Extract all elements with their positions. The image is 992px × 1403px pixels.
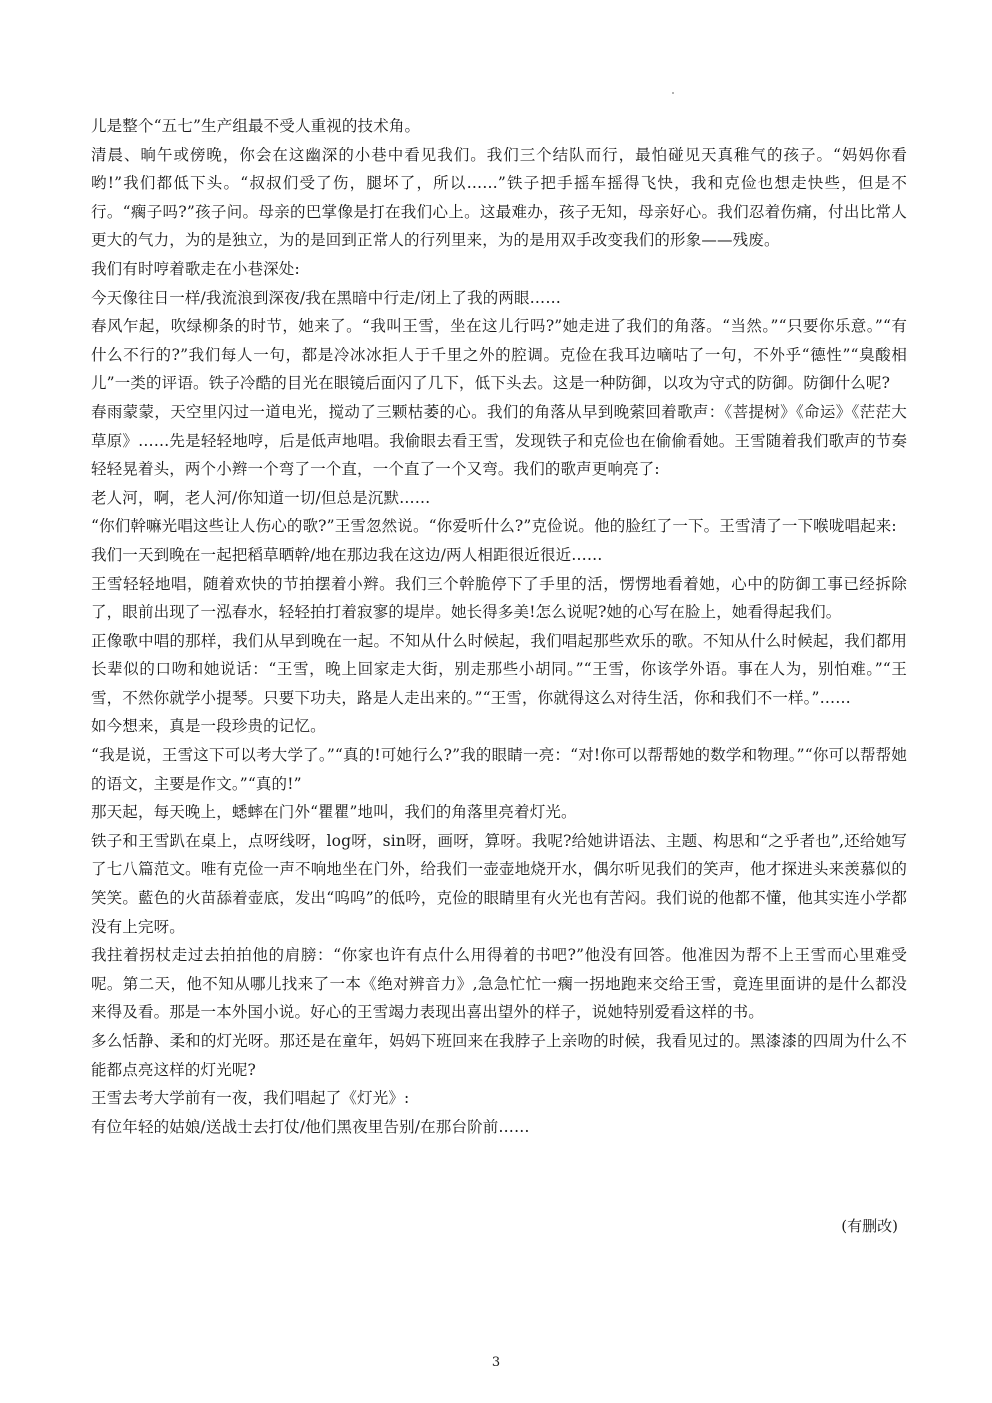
article-body bbox=[91, 112, 907, 1141]
song-lyric: 我们一天到晚在一起把稻草晒幹/地在那边我在这边/两人相距很近很近…… bbox=[91, 545, 603, 564]
paragraph: 多么恬静、柔和的灯光呀。那还是在童年，妈妈下班回来在我脖子上亲吻的时候，我看见过的。黑漆漆的四周为什么不能都点亮这样的灯光呢? bbox=[91, 1032, 907, 1079]
scan-speck bbox=[672, 92, 674, 94]
paragraph: “你们幹嘛光唱这些让人伤心的歌?”王雪忽然说。“你爱听什么?”克俭说。他的脸红了一下。王雪清了一下喉咙唱起来: bbox=[91, 517, 897, 536]
paragraph: 清晨、晌午或傍晚，你会在这幽深的小巷中看见我们。我们三个结队而行，最怕碰见天真稚气的孩子。“妈妈你看哟!”我们都低下头。“叔叔们受了伤，腿坏了，所以……”铁子把手摇车摇得飞快，我和克俭也想走快些，但是不行。“瘸子吗?”孩子问。母亲的巴掌像是打在我们心上。这最难办，孩子无知，母亲好心。我们忍着伤痛，付出比常人更大的气力，为的是独立，为的是回到正常人的行列里来，为的是用双手改变我们的形象——残废。 bbox=[91, 145, 907, 250]
paragraph: 春雨蒙蒙，天空里闪过一道电光，搅动了三颗枯萎的心。我们的角落从早到晚萦回着歌声：《菩提树》《命运》《茫茫大草原》……先是轻轻地哼，后是低声地唱。我偷眼去看王雪，发现铁子和克俭也在偷偷看她。王雪随着我们歌声的节奏轻轻晃着头，两个小辫一个弯了一个直，一个直了一个又弯。我们的歌声更响亮了: bbox=[91, 402, 907, 479]
paragraph: “我是说，王雪这下可以考大学了。”“真的!可她行么?”我的眼睛一亮：“对!你可以帮帮她的数学和物理。”“你可以帮帮她的语文，主要是作文。”“真的!” bbox=[91, 746, 907, 793]
paragraph: 王雪去考大学前有一夜，我们唱起了《灯光》: bbox=[91, 1089, 410, 1108]
paragraph: 儿是整个“五七”生产组最不受人重视的技术角。 bbox=[91, 117, 421, 135]
paragraph: 我拄着拐杖走过去拍拍他的肩膀：“你家也许有点什么用得着的书吧?”他没有回答。他准因为帮不上王雪而心里难受呢。第二天，他不知从哪儿找来了一本《绝对辨音力》,急急忙忙一瘸一拐地跑来交给王雪，竟连里面讲的是什么都没来得及看。那是一本外国小说。好心的王雪竭力表现出喜出望外的样子，说她特别爱看这样的书。 bbox=[91, 946, 907, 1022]
paragraph: 春风乍起，吹绿柳条的时节，她来了。“我叫王雪，坐在这儿行吗?”她走进了我们的角落。“当然。”“只要你乐意。”“有什么不行的?”我们每人一句，都是冷冰冰拒人于千里之外的腔调。克俭在我耳边嘀咕了一句，不外乎“德性”“臭酸相儿”一类的评语。铁子冷酷的目光在眼镜后面闪了几下，低下头去。这是一种防御，以攻为守式的防御。防御什么呢? bbox=[91, 317, 907, 393]
paragraph: 正像歌中唱的那样，我们从早到晚在一起。不知从什么时候起，我们唱起那些欢乐的歌。不知从什么时候起，我们都用长辈似的口吻和她说话：“王雪，晚上回家走大街，别走那些小胡同。”“王雪，你该学外语。事在人为，别怕难。”“王雪，不然你就学小提琴。只要下功夫，路是人走出来的。”“王雪，你就得这么对待生活，你和我们不一样。”…… bbox=[91, 631, 907, 707]
song-lyric: 老人河，啊，老人河/你知道一切/但总是沉默…… bbox=[91, 488, 431, 507]
paragraph: 王雪轻轻地唱，随着欢快的节拍摆着小辫。我们三个幹脆停下了手里的活，愣愣地看着她，心中的防御工事已经拆除了，眼前出现了一泓春水，轻轻拍打着寂寥的堤岸。她长得多美!怎么说呢?她的心写在脸上，她看得起我们。 bbox=[91, 574, 907, 622]
song-lyric: 有位年轻的姑娘/送战士去打仗/他们黑夜里告别/在那台阶前…… bbox=[91, 1117, 530, 1136]
paragraph: 如今想来，真是一段珍贵的记忆。 bbox=[91, 717, 326, 736]
paragraph: 那天起，每天晚上，蟋蟀在门外“瞿瞿”地叫，我们的角落里亮着灯光。 bbox=[91, 803, 577, 822]
paragraph: 铁子和王雪趴在桌上，点呀线呀，log呀，sin呀，画呀，算呀。我呢?给她讲语法、主题、构思和“之乎者也”,还给她写了七八篇范文。唯有克俭一声不响地坐在门外，给我们一壶壶地烧开水，偶尔听见我们的笑声，他才探进头来羡慕似的笑笑。藍色的火苗舔着壶底，发出“呜呜”的低吟，克俭的眼睛里有火光也有苦闷。我们说的他都不懂，他其实连小学都没有上完呀。 bbox=[91, 831, 907, 936]
song-lyric: 今天像往日一样/我流浪到深夜/我在黑暗中行走/闭上了我的两眼…… bbox=[91, 288, 561, 307]
abridgement-note: (有删改) bbox=[841, 1217, 898, 1235]
page-number: 3 bbox=[491, 1355, 501, 1370]
paragraph: 我们有时哼着歌走在小巷深处: bbox=[91, 259, 300, 278]
